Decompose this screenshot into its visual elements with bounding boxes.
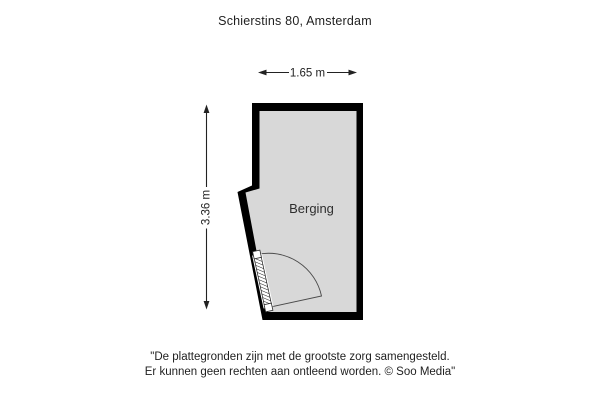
width-dimension-label: 1.65 m [289,67,326,80]
disclaimer-line-1: "De plattegronden zijn met de grootste zorg samengesteld. [150,351,450,363]
door-jamb-top [253,250,262,259]
height-arrow-bottom-icon [204,301,210,310]
disclaimer [0,350,600,379]
door-jamb-bottom [264,303,273,312]
height-dimension-label: 3.36 m [200,189,213,226]
room-label: Berging [289,201,334,216]
height-arrow-top-icon [204,105,210,114]
disclaimer-line-2: Er kunnen geen rechten aan ontleend worden. © Soo Media" [144,365,456,378]
page-title: Schierstins 80, Amsterdam [218,14,372,28]
width-arrow-right-icon [349,70,358,76]
width-arrow-left-icon [258,70,267,76]
